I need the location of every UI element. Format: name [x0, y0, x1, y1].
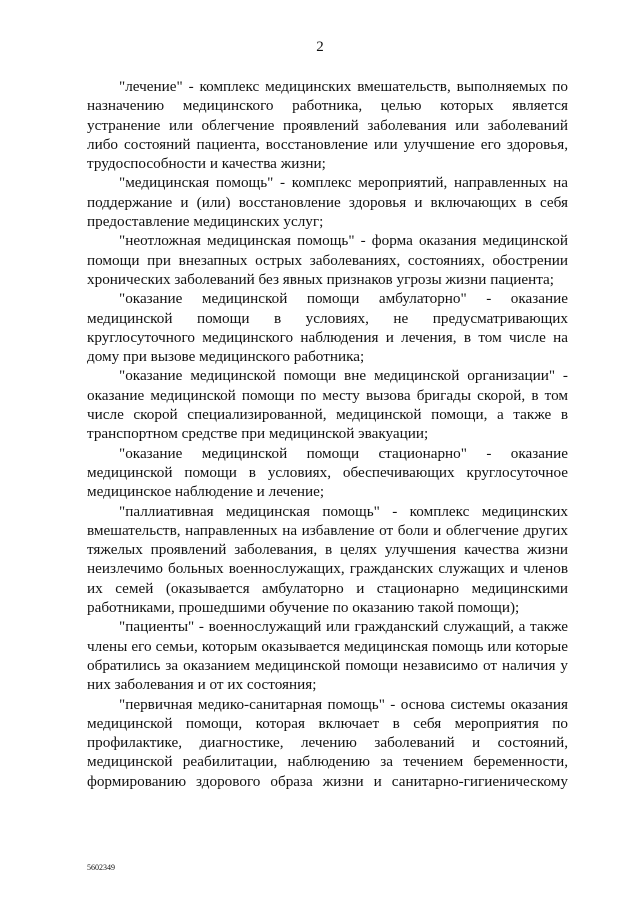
paragraph-first-line: "неотложная медицинская помощь" - форма оказания медицинской — [119, 232, 568, 250]
paragraph-continuation: медицинской помощи, которая включает в себя мероприятия по профилактике, диагностике, лечению заболеваний и состояний, медицинской реабилитации, наблюдению за течением беременности, формированию здорового образа жизни и санитарно-гигиеническому — [87, 714, 568, 790]
paragraph-continuation: вмешательств, направленных на избавление от боли и облегчение других тяжелых проявлений заболевания, в целях улучшения качества жизни неизлечимо больных военнослужащих, гражданских служащих и членов их семей (оказывается амбулаторно и стационарно медицинскими работниками, прошедшими обучение по оказанию такой помощи); — [87, 521, 568, 617]
paragraph-continuation: медицинской помощи в условиях, обеспечивающих круглосуточное медицинское наблюдение и лечение; — [87, 463, 568, 501]
definition-paragraph — [87, 289, 568, 366]
definition-paragraph — [87, 366, 568, 443]
definition-paragraph — [87, 444, 568, 502]
definition-paragraph — [87, 173, 568, 231]
paragraph-first-line: "лечение" - комплекс медицинских вмешательств, выполняемых по — [119, 78, 568, 95]
definition-paragraph — [87, 695, 568, 791]
definition-paragraph — [87, 617, 568, 694]
paragraph-first-line: "паллиативная медицинская помощь" - комплекс медицинских — [119, 502, 568, 520]
definition-paragraph — [87, 231, 568, 289]
paragraph-first-line: "пациенты" - военнослужащий или гражданский служащий, а также — [119, 618, 568, 636]
paragraph-first-line: "оказание медицинской помощи амбулаторно" - оказание — [119, 290, 568, 308]
paragraph-first-line: "медицинская помощь" - комплекс мероприятий, направленных на — [119, 174, 568, 192]
definition-paragraph — [87, 502, 568, 618]
paragraph-first-line: "первичная медико-санитарная помощь" - основа системы оказания — [119, 695, 568, 713]
paragraph-continuation: назначению медицинского работника, целью которых является устранение или облегчение проявлений заболевания или заболеваний либо состояний пациента, восстановление или улучшение его здоровья, трудоспособности и качества жизни; — [87, 97, 568, 173]
paragraph-continuation: поддержание и (или) восстановление здоровья и включающих в себя предоставление медицинских услуг; — [87, 193, 568, 231]
paragraph-first-line: "оказание медицинской помощи вне медицинской организации" - — [119, 367, 568, 385]
paragraph-first-line: "оказание медицинской помощи стационарно" - оказание — [119, 444, 568, 462]
paragraph-continuation: члены его семьи, которым оказывается медицинская помощь или которые обратились за оказанием медицинской помощи независимо от наличия у них заболевания и от их состояния; — [87, 637, 568, 694]
page-number: 2 — [316, 39, 324, 55]
document-body — [87, 77, 568, 791]
definition-paragraph — [87, 77, 568, 173]
document-code: 5602349 — [87, 863, 115, 872]
paragraph-continuation: оказание медицинской помощи по месту вызова бригады скорой, в том числе скорой специализированной, медицинской помощи, а также в транспортном средстве при медицинской эвакуации; — [87, 386, 568, 443]
paragraph-continuation: помощи при внезапных острых заболеваниях, состояниях, обострении хронических заболеваний без явных признаков угрозы жизни пациента; — [87, 251, 568, 288]
paragraph-continuation: медицинской помощи в условиях, не предусматривающих круглосуточного медицинского наблюдения и лечения, в том числе на дому при вызове медицинского работника; — [87, 309, 568, 366]
